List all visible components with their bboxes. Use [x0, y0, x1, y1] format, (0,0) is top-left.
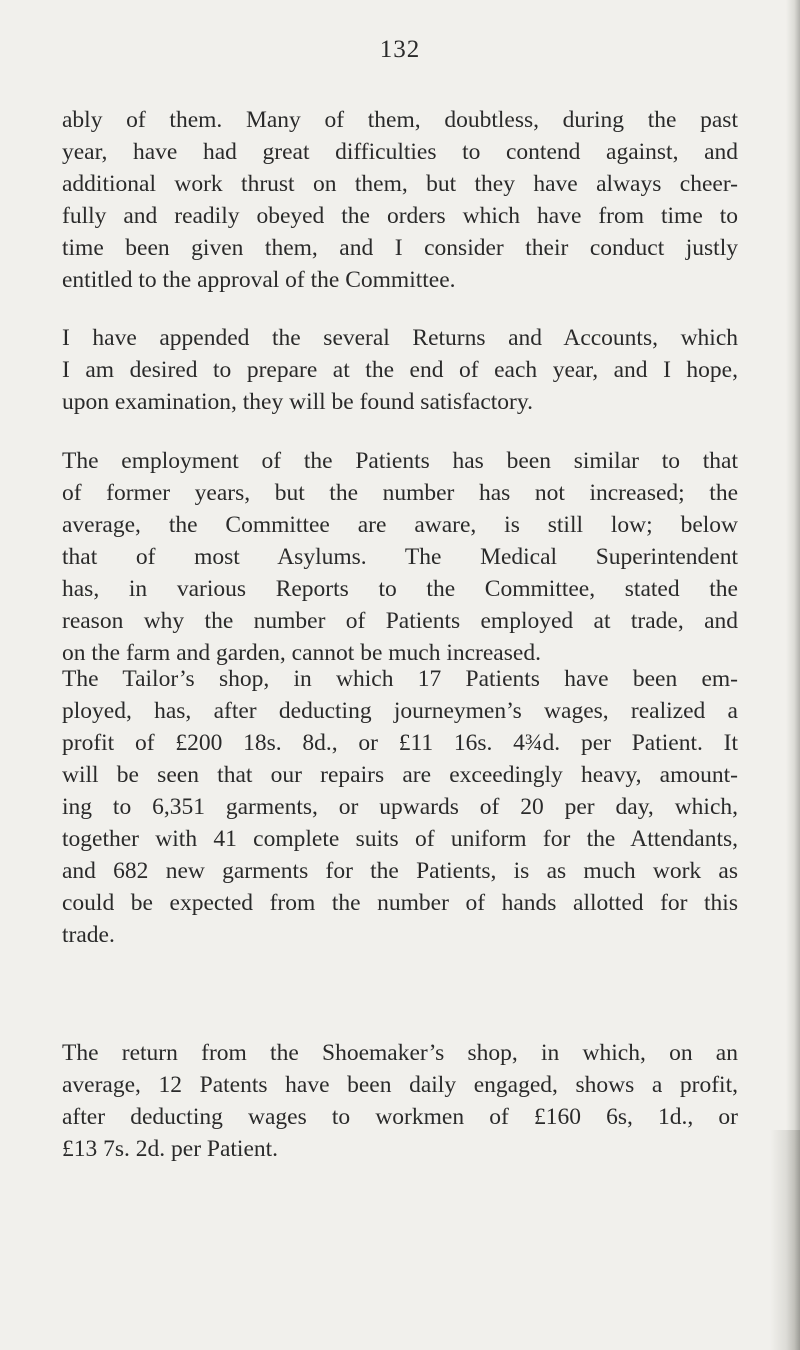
text-line: ployed, has, after deducting journeymen’s wages, realized a: [62, 698, 738, 724]
text-line: ing to 6,351 garments, or upwards of 20 per day, which,: [62, 794, 738, 820]
text-line: trade.: [62, 922, 115, 948]
text-line: could be expected from the number of hands allotted for this: [62, 890, 738, 916]
text-line: profit of £200 18s. 8d., or £11 16s. 4¾d. per Patient. It: [62, 730, 738, 756]
text-line: £13 7s. 2d. per Patient.: [62, 1136, 279, 1162]
text-line: ably of them. Many of them, doubtless, during the past: [62, 107, 738, 133]
paragraph-1: [62, 104, 738, 296]
text-line: time been given them, and I consider their conduct justly: [62, 235, 738, 261]
page-number: 132: [379, 36, 421, 63]
text-line: I have appended the several Returns and Accounts, which: [62, 325, 738, 351]
text-line: upon examination, they will be found satisfactory.: [62, 389, 533, 415]
text-line: of former years, but the number has not increased; the: [62, 480, 738, 506]
page-edge-shadow-bottom: [770, 1130, 800, 1350]
text-line: together with 41 complete suits of uniform for the Attendants,: [62, 826, 738, 852]
paragraph-3: [62, 445, 738, 669]
text-line: I am desired to prepare at the end of each year, and I hope,: [62, 357, 738, 383]
paragraph-5: [62, 1037, 738, 1165]
text-line: after deducting wages to workmen of £160 6s, 1d., or: [62, 1104, 738, 1130]
text-line: has, in various Reports to the Committee, stated the: [62, 576, 738, 602]
text-line: that of most Asylums. The Medical Superintendent: [62, 544, 738, 570]
paragraph-4: [62, 663, 738, 951]
text-line: average, the Committee are aware, is still low; below: [62, 512, 738, 538]
text-line: average, 12 Patents have been daily engaged, shows a profit,: [62, 1072, 738, 1098]
text-line: The return from the Shoemaker’s shop, in which, on an: [62, 1040, 738, 1066]
text-line: on the farm and garden, cannot be much increased.: [62, 640, 541, 666]
text-line: The employment of the Patients has been similar to that: [62, 448, 738, 474]
text-line: entitled to the approval of the Committee.: [62, 267, 456, 293]
text-line: year, have had great difficulties to contend against, and: [62, 139, 738, 165]
text-line: additional work thrust on them, but they have always cheer-: [62, 171, 738, 197]
text-line: reason why the number of Patients employed at trade, and: [62, 608, 738, 634]
text-line: will be seen that our repairs are exceedingly heavy, amount-: [62, 762, 738, 788]
text-line: and 682 new garments for the Patients, is as much work as: [62, 858, 738, 884]
text-line: fully and readily obeyed the orders which have from time to: [62, 203, 738, 229]
paragraph-2: [62, 322, 738, 418]
text-line: The Tailor’s shop, in which 17 Patients have been em-: [62, 666, 738, 692]
